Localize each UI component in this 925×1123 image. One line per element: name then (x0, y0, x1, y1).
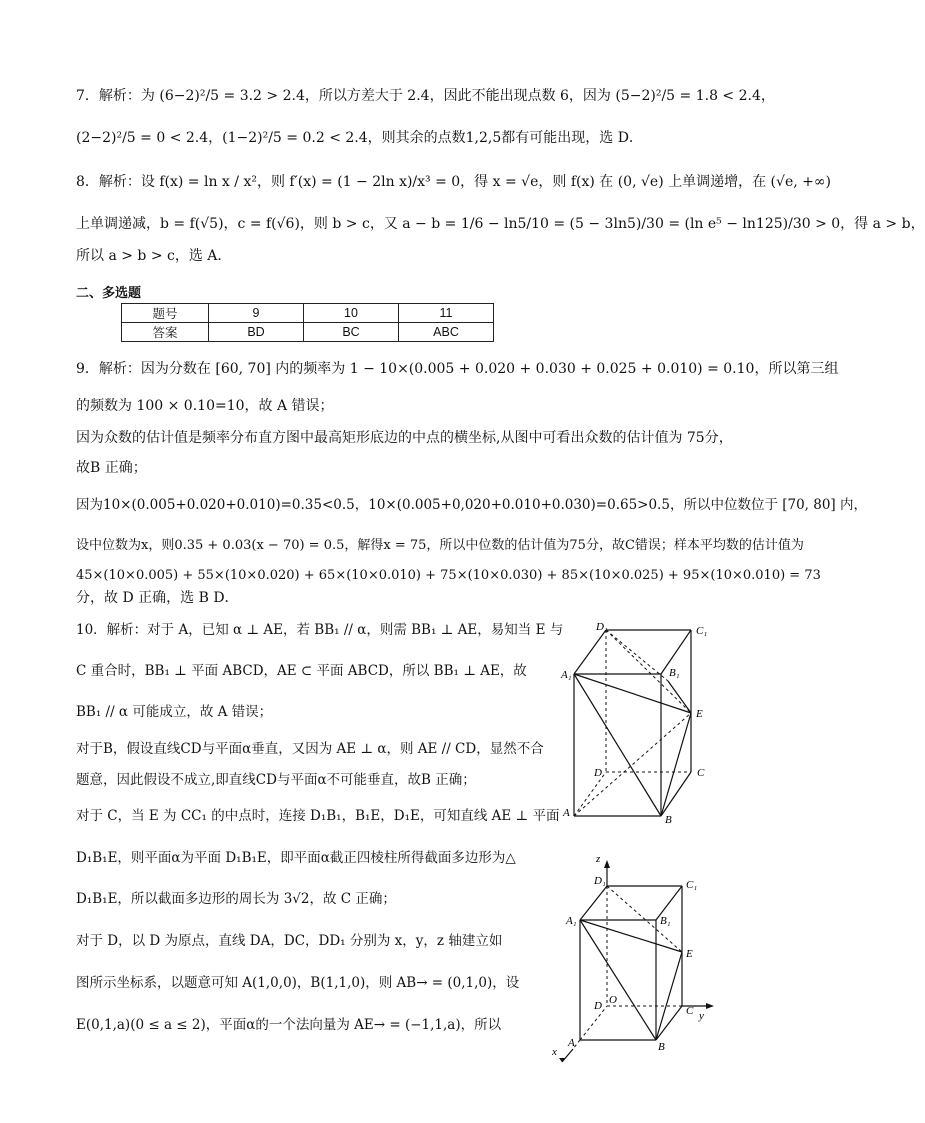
q10-line-1: 10．解析：对于 A，已知 α ⊥ AE，若 BB₁ // α，则需 BB₁ ⊥ AE，易知当 E 与 (76, 622, 564, 638)
label-C1: C₁ (686, 879, 698, 891)
label-A: A (563, 807, 570, 819)
axis-label-x: x (552, 1046, 557, 1058)
label-C1: C₁ (696, 625, 708, 637)
q10-line-11: E(0,1,a)(0 ≤ a ≤ 2)，平面α的一个法向量为 AE→ = (−1,1,a)，所以 (76, 1017, 502, 1033)
label-A1: A₁ (566, 915, 577, 927)
table-cell: 11 (399, 304, 494, 323)
q9-line-6: 设中位数为x，则0.35 + 0.03(x − 70) = 0.5，解得x = 75，所以中位数的估计值为75分，故C错误；样本平均数的估计值为 (76, 538, 804, 553)
axis-label-y: y (699, 1010, 704, 1022)
q10-line-9: 对于 D，以 D 为原点，直线 DA，DC，DD₁ 分别为 x，y，z 轴建立如 (76, 933, 503, 949)
q8-line-3: 所以 a > b > c，选 A． (76, 248, 232, 264)
label-B: B (658, 1041, 665, 1053)
table-cell: 10 (304, 304, 399, 323)
section-heading: 二、多选题 (76, 286, 142, 301)
label-E: E (686, 948, 693, 960)
axis-label-z: z (596, 853, 601, 865)
q10-line-2: C 重合时，BB₁ ⊥ 平面 ABCD，AE ⊂ 平面 ABCD，所以 BB₁ ⊥ AE，故 (76, 663, 527, 679)
label-A1: A₁ (561, 669, 572, 681)
table-row (122, 304, 494, 323)
label-D1: D₁ (596, 621, 608, 633)
q10-line-10: 图所示坐标系，以题意可知 A(1,0,0)，B(1,1,0)，则 AB→ = (0,1,0)，设 (76, 975, 520, 991)
answer-table (121, 303, 494, 342)
label-D: D (594, 1000, 602, 1012)
table-cell: 答案 (122, 323, 209, 342)
q7-line-2: (2−2)²/5 = 0 < 2.4，(1−2)²/5 = 0.2 < 2.4，则其余的点数1,2,5都有可能出现，选 D． (76, 130, 643, 146)
q10-line-5: 题意，因此假设不成立,即直线CD与平面α不可能垂直，故B 正确； (76, 772, 476, 788)
table-cell: 题号 (122, 304, 209, 323)
q9-line-8: 分，故 D 正确，选 B D． (76, 590, 239, 606)
label-B: B (665, 814, 672, 826)
q9-line-4: 故B 正确； (76, 460, 147, 476)
prism-figure-2 (548, 848, 728, 1060)
q9-line-5: 因为10×(0.005+0.020+0.010)=0.35<0.5，10×(0.005+0,020+0.010+0.030)=0.65>0.5，所以中位数位于 [70, 80] 内， (76, 497, 867, 513)
q10-line-8: D₁B₁E，所以截面多边形的周长为 3√2，故 C 正确； (76, 891, 396, 907)
q9-line-7: 45×(10×0.005) + 55×(10×0.020) + 65×(10×0.010) + 75×(10×0.030) + 85×(10×0.025) + 95×(10×0.010) = 73 (76, 568, 821, 583)
table-cell: BC (304, 323, 399, 342)
q9-line-1: 9．解析：因为分数在 [60, 70] 内的频率为 1 − 10×(0.005 + 0.020 + 0.030 + 0.025 + 0.010) = 0.10，所以第三组 (76, 361, 839, 377)
label-E: E (696, 708, 703, 720)
q7-line-1: 7．解析：为 (6−2)²/5 = 3.2 > 2.4，所以方差大于 2.4，因此不能出现点数 6，因为 (5−2)²/5 = 1.8 < 2.4， (76, 88, 775, 104)
table-cell: 9 (209, 304, 304, 323)
table-row (122, 323, 494, 342)
q10-line-3: BB₁ // α 可能成立，故 A 错误； (76, 704, 273, 720)
label-B1: B₁ (660, 915, 671, 927)
q10-line-6: 对于 C，当 E 为 CC₁ 的中点时，连接 D₁B₁，B₁E，D₁E，可知直线 AE ⊥ 平面 (76, 808, 560, 824)
q10-line-4: 对于B，假设直线CD与平面α垂直，又因为 AE ⊥ α，则 AE // CD，显然不合 (76, 741, 544, 757)
label-C: C (686, 1005, 694, 1017)
label-C: C (697, 767, 705, 779)
label-B1: B₁ (669, 667, 680, 679)
label-D: D (594, 767, 602, 779)
table-cell: ABC (399, 323, 494, 342)
q8-line-2: 上单调递减，b = f(√5)，c = f(√6)，则 b > c，又 a − b = 1/6 − ln5/10 = (5 − 3ln5)/30 = (ln e⁵ − ln125)/30 > 0，得 a > b， (76, 216, 925, 232)
label-A: A (568, 1037, 575, 1049)
label-O: O (609, 994, 617, 1006)
prism-figure-1 (560, 618, 725, 828)
label-D1: D₁ (594, 875, 606, 887)
q9-line-3: 因为众数的估计值是频率分布直方图中最高矩形底边的中点的横坐标,从图中可看出众数的估计值为 75分， (76, 430, 733, 446)
q10-line-7: D₁B₁E，则平面α为平面 D₁B₁E，即平面α截正四棱柱所得截面多边形为△ (76, 850, 516, 866)
table-cell: BD (209, 323, 304, 342)
q8-line-1: 8．解析：设 f(x) = ln x / x²，则 f′(x) = (1 − 2ln x)/x³ = 0，得 x = √e，则 f(x) 在 (0, √e) 上单调递增，在 (√e, +∞) (76, 174, 831, 190)
q9-line-2: 的频数为 100 × 0.10=10，故 A 错误； (76, 398, 334, 414)
